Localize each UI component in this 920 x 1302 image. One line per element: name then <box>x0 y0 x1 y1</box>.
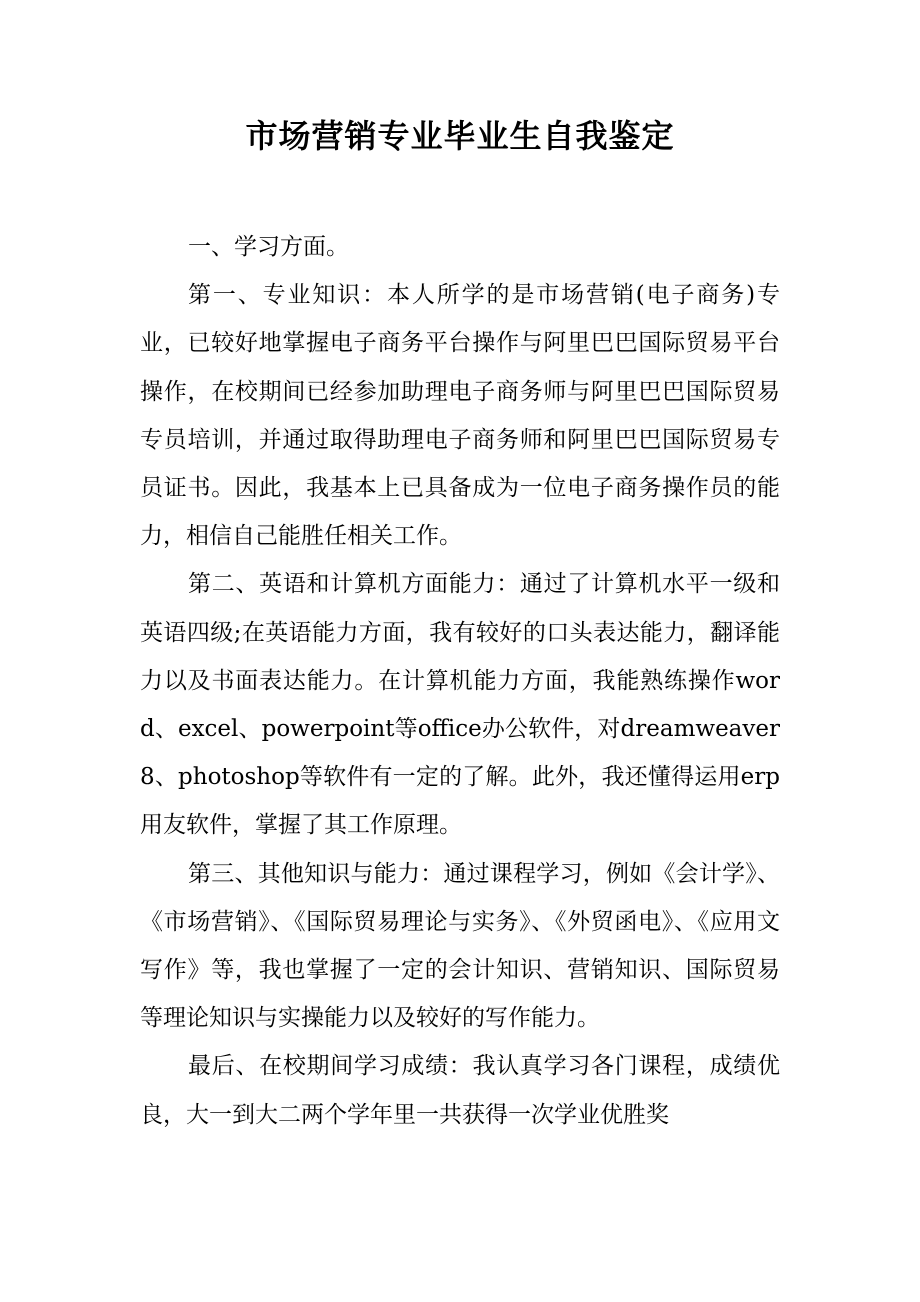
section-heading-study: 一、学习方面。 <box>188 234 349 260</box>
paragraph-academic-performance: 最后、在校期间学习成绩：我认真学习各门课程，成绩优良，大一到大二两个学年里一共获得一次学业优胜奖 <box>140 1053 780 1128</box>
paragraph-english-computer: 第二、英语和计算机方面能力：通过了计算机水平一级和英语四级;在英语能力方面，我有较好的口头表达能力，翻译能力以及书面表达能力。在计算机能力方面，我能熟练操作word、excel、powerpoint等office办公软件，对dreamweaver8、photoshop等软件有一定的了解。此外，我还懂得运用erp用友软件，掌握了其工作原理。 <box>140 571 780 839</box>
document-title: 市场营销专业毕业生自我鉴定 <box>245 117 675 155</box>
paragraph-other-knowledge: 第三、其他知识与能力：通过课程学习，例如《会计学》、《市场营销》、《国际贸易理论与实务》、《外贸函电》、《应用文写作》等，我也掌握了一定的会计知识、营销知识、国际贸易等理论知识与实操能力以及较好的写作能力。 <box>140 860 780 1032</box>
paragraph-professional-knowledge: 第一、专业知识：本人所学的是市场营销(电子商务)专业，已较好地掌握电子商务平台操作与阿里巴巴国际贸易平台操作，在校期间已经参加助理电子商务师与阿里巴巴国际贸易专员培训，并通过取得助理电子商务师和阿里巴巴国际贸易专员证书。因此，我基本上已具备成为一位电子商务操作员的能力，相信自己能胜任相关工作。 <box>140 282 780 550</box>
document-body <box>140 223 780 1139</box>
